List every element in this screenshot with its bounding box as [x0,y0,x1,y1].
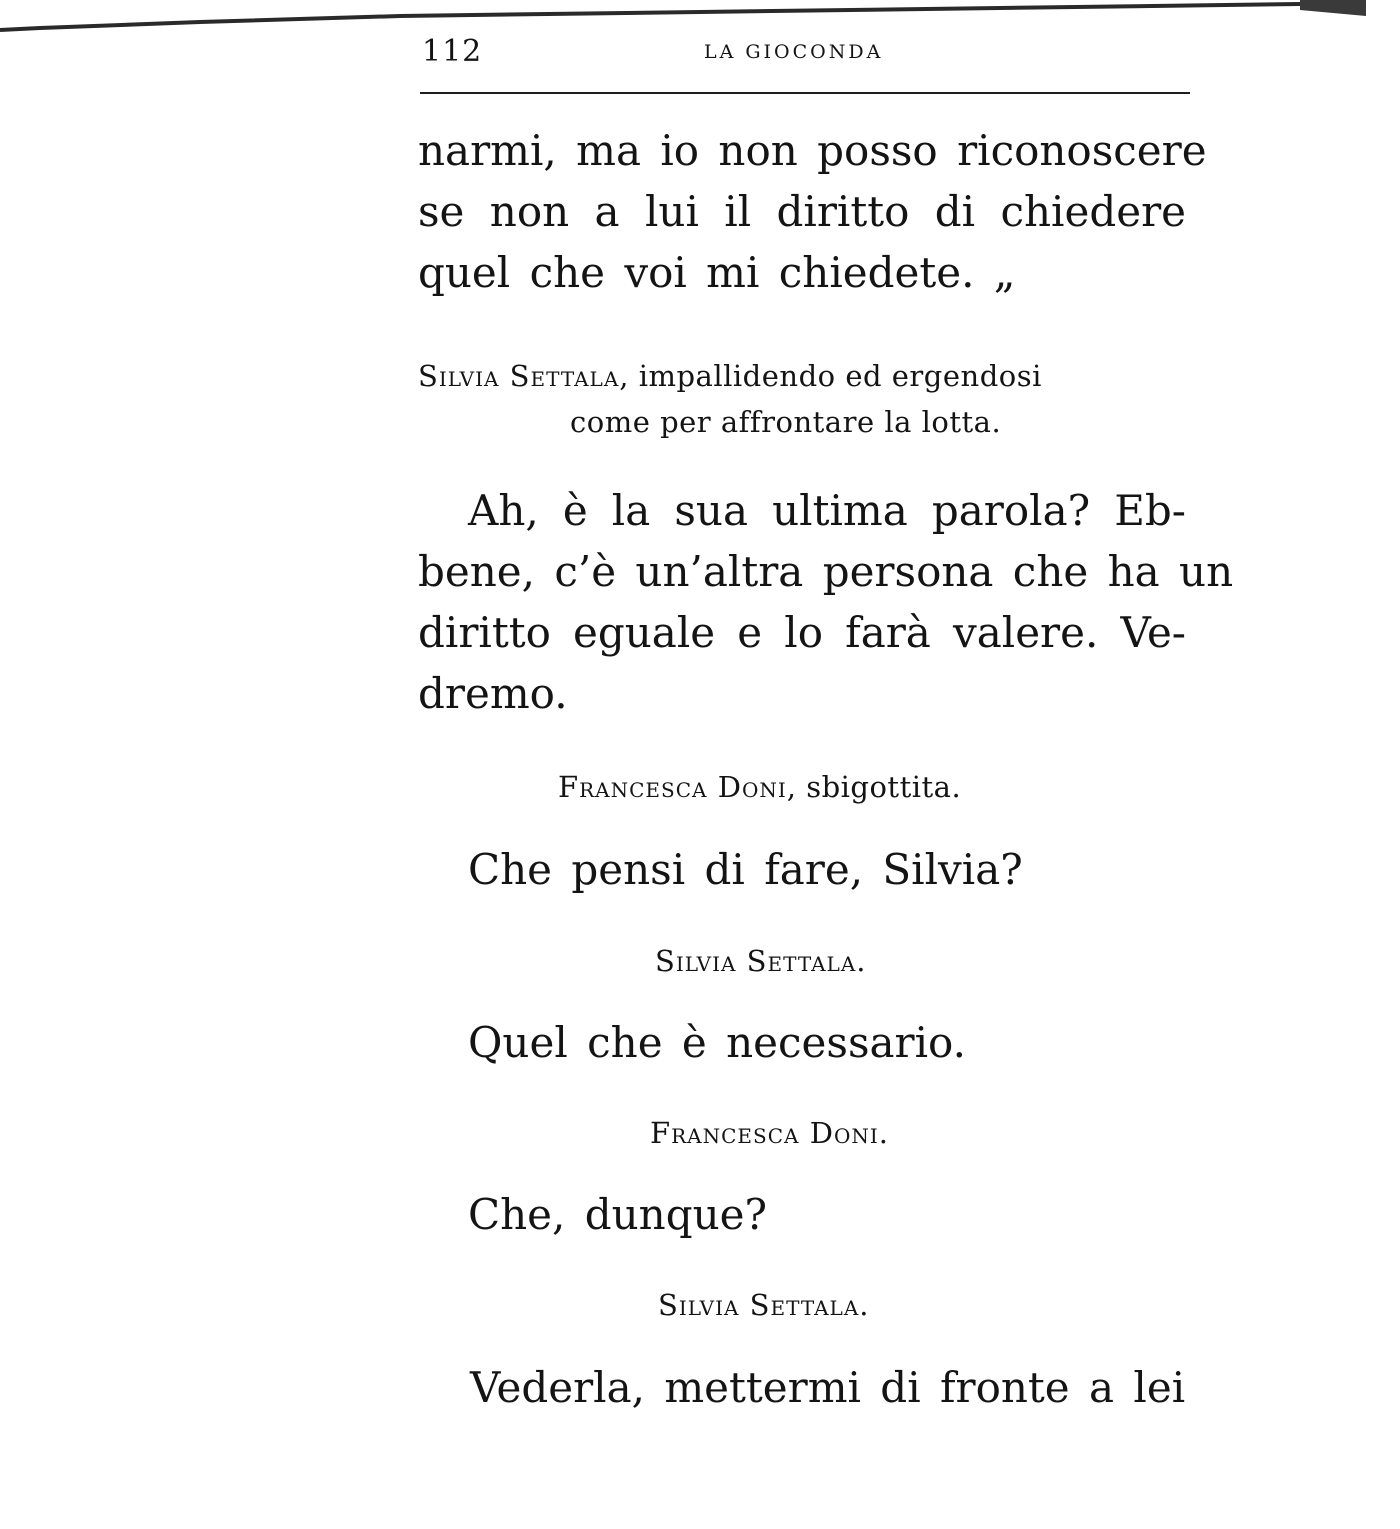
speaker-cue-francesca [650,1112,889,1154]
paragraph-continuation [418,120,1207,303]
text-line: dremo. [418,669,568,718]
text-line: diritto eguale e lo farà valere. Ve- [418,608,1186,657]
speech-francesca: Che, dunque? [468,1190,768,1239]
header-rule [420,92,1190,94]
speaker-name: Silvia Settala, [418,359,630,393]
speaker-name: Francesca Doni, [558,770,797,804]
text-line: narmi, ma io non posso riconoscere [418,126,1207,175]
speaker-cue-silvia [655,940,867,982]
speaker-name: Silvia Settala. [655,944,867,978]
speaker-name: Francesca Doni. [650,1116,889,1150]
page-number: 112 [422,34,483,69]
speaker-cue-silvia [658,1284,870,1326]
speaker-name: Silvia Settala. [658,1288,870,1322]
text-line: bene, c’è un’altra persona che ha un [418,547,1234,596]
speaker-cue-francesca [558,766,961,808]
stage-direction: sbigottita. [806,770,962,804]
speech-francesca: Che pensi di fare, Silvia? [468,845,1023,894]
running-title: LA GIOCONDA [704,41,884,63]
stage-direction: impallidendo ed ergendosi [638,359,1042,393]
text-line: quel che voi mi chiedete. „ [418,248,1016,297]
speech-silvia: Vederla, mettermi di fronte a lei [470,1363,1186,1412]
stage-direction-continued: come per affrontare la lotta. [570,405,1002,439]
paragraph-silvia-reply [418,480,1234,724]
speech-silvia: Quel che è necessario. [468,1018,966,1067]
text-line: Ah, è la sua ultima parola? Eb- [468,486,1186,535]
speaker-cue-silvia [418,355,1042,397]
text-line: se non a lui il diritto di chiedere [418,187,1186,236]
running-head [418,32,1188,72]
